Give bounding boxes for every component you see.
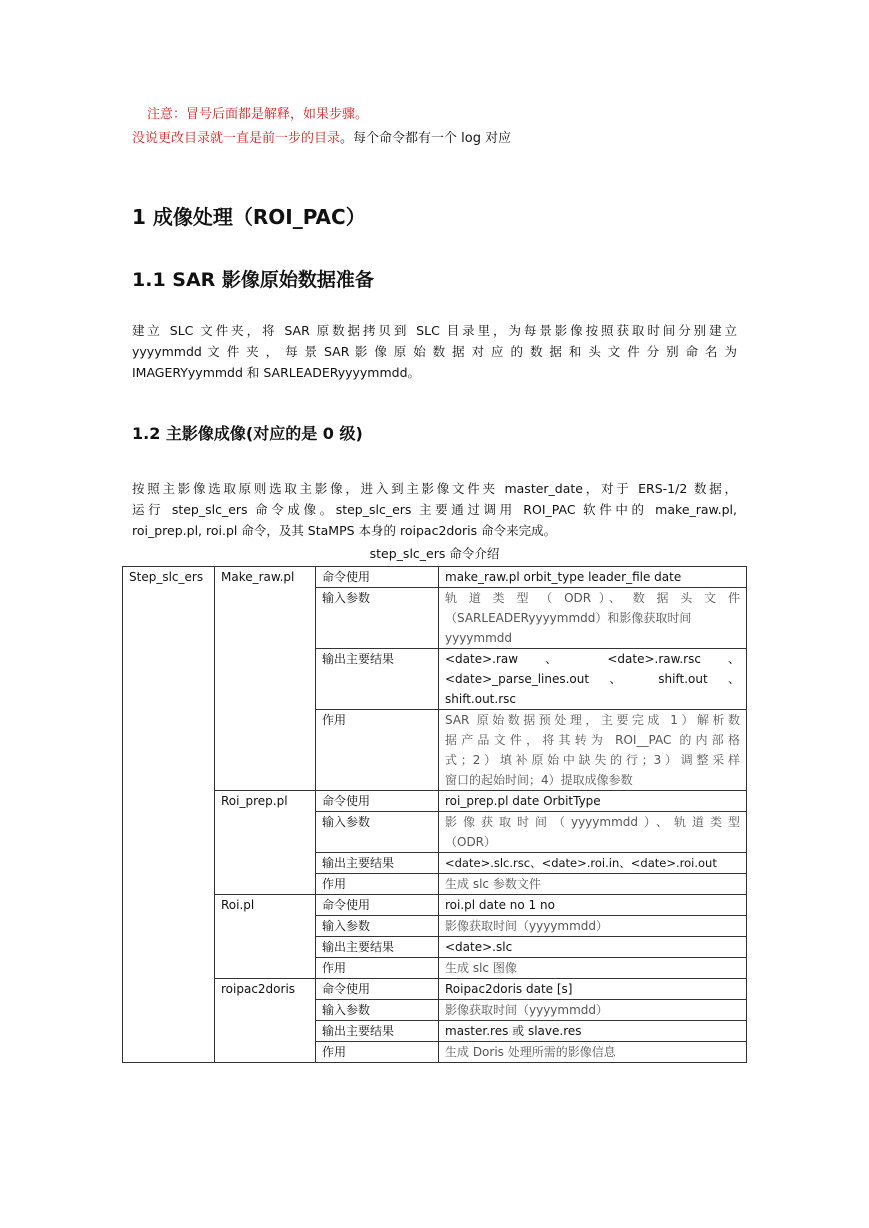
label-cell: 命令使用 <box>316 895 439 916</box>
label-cell: 输出主要结果 <box>316 937 439 958</box>
label-cell: 输入参数 <box>316 1000 439 1021</box>
value-cell <box>439 812 747 853</box>
subcommand-cell: Make_raw.pl <box>215 567 316 791</box>
label-cell: 作用 <box>316 958 439 979</box>
note-line-2-black: 。每个命令都有一个 log 对应 <box>340 131 512 146</box>
label-cell: 输出主要结果 <box>316 853 439 874</box>
note-line-2-red: 没说更改目录就一直是前一步的目录 <box>132 131 341 146</box>
value-cell: 影像获取时间（yyyymmdd） <box>439 1000 747 1021</box>
value-line: 据产品文件，将其转为 ROI__PAC 的内部格 <box>445 733 740 747</box>
note-line-1: 注意：冒号后面都是解释，如果步骤。 <box>147 107 369 122</box>
heading-1-1: 1.1 SAR 影像原始数据准备 <box>132 269 374 291</box>
paragraph-line: 按照主影像选取原则选取主影像，进入到主影像文件夹 master_date，对于 ERS-1/2 数据， <box>132 481 737 496</box>
paragraph-line: IMAGERYyymmdd 和 SARLEADERyyyymmdd。 <box>132 365 421 380</box>
note-line-2 <box>132 130 511 148</box>
value-line: <date>.raw 、 <date>.raw.rsc 、 <box>445 652 740 666</box>
command-table <box>122 566 747 1063</box>
command-name-cell: Step_slc_ers <box>123 567 215 1063</box>
label-cell: 输入参数 <box>316 588 439 649</box>
subcommand-cell: Roi_prep.pl <box>215 791 316 895</box>
heading-1-2: 1.2 主影像成像(对应的是 0 级) <box>132 424 363 443</box>
label-cell: 输入参数 <box>316 812 439 853</box>
paragraph-line: 运行 step_slc_ers 命令成像。step_slc_ers 主要通过调用 ROI_PAC 软件中的 make_raw.pl, <box>132 502 737 517</box>
value-line: （SARLEADERyyyymmdd）和影像获取时间 <box>445 611 692 625</box>
subcommand-cell: roipac2doris <box>215 979 316 1063</box>
value-line: 式；2）填补原始中缺失的行；3）调整采样 <box>445 753 740 767</box>
value-cell: make_raw.pl orbit_type leader_file date <box>439 567 747 588</box>
table-row <box>123 791 747 812</box>
subcommand-cell: Roi.pl <box>215 895 316 979</box>
value-cell: 生成 Doris 处理所需的影像信息 <box>439 1042 747 1063</box>
heading-1: 1 成像处理（ROI_PAC） <box>132 205 366 229</box>
value-line: 影像获取时间（yyyymmdd）、轨道类型 <box>445 815 740 829</box>
label-cell: 命令使用 <box>316 979 439 1000</box>
label-cell: 命令使用 <box>316 567 439 588</box>
paragraph-slc-prep <box>132 320 737 383</box>
value-cell: roi.pl date no 1 no <box>439 895 747 916</box>
value-line: （ODR） <box>445 835 497 849</box>
value-cell: roi_prep.pl date OrbitType <box>439 791 747 812</box>
value-cell <box>439 710 747 791</box>
label-cell: 输出主要结果 <box>316 1021 439 1042</box>
value-line: 轨 道 类 型 （ ODR ）、 数 据 头 文 件 <box>445 591 740 605</box>
paragraph-master-imaging <box>132 478 737 541</box>
value-cell: Roipac2doris date [s] <box>439 979 747 1000</box>
table-caption: step_slc_ers 命令介绍 <box>369 546 500 561</box>
paragraph-line: yyyymmdd 文 件 夹 ， 每 景 SAR 影 像 原 始 数 据 对 应 的 数 据 和 头 文 件 分 别 命 名 为 <box>132 344 737 359</box>
label-cell: 作用 <box>316 874 439 895</box>
value-cell: <date>.slc <box>439 937 747 958</box>
value-cell: 生成 slc 图像 <box>439 958 747 979</box>
value-line: 窗口的起始时间；4）提取成像参数 <box>445 773 633 787</box>
value-cell: 生成 slc 参数文件 <box>439 874 747 895</box>
label-cell: 命令使用 <box>316 791 439 812</box>
label-cell: 输入参数 <box>316 916 439 937</box>
value-line: shift.out.rsc <box>445 692 516 706</box>
table-row <box>123 979 747 1000</box>
value-cell <box>439 588 747 649</box>
value-line: <date>_parse_lines.out 、 shift.out 、 <box>445 672 740 686</box>
label-cell: 输出主要结果 <box>316 649 439 710</box>
value-line: SAR 原始数据预处理，主要完成 1）解析数 <box>445 713 740 727</box>
value-cell: 影像获取时间（yyyymmdd） <box>439 916 747 937</box>
table-row <box>123 567 747 588</box>
value-cell <box>439 649 747 710</box>
value-cell: <date>.slc.rsc、<date>.roi.in、<date>.roi.out <box>439 853 747 874</box>
label-cell: 作用 <box>316 1042 439 1063</box>
table-row <box>123 895 747 916</box>
label-cell: 作用 <box>316 710 439 791</box>
paragraph-line: roi_prep.pl, roi.pl 命令，及其 StaMPS 本身的 roipac2doris 命令来完成。 <box>132 523 557 538</box>
value-line: yyyymmdd <box>445 631 513 645</box>
paragraph-line: 建立 SLC 文件夹，将 SAR 原数据拷贝到 SLC 目录里，为每景影像按照获取时间分别建立 <box>132 323 737 338</box>
value-cell: master.res 或 slave.res <box>439 1021 747 1042</box>
